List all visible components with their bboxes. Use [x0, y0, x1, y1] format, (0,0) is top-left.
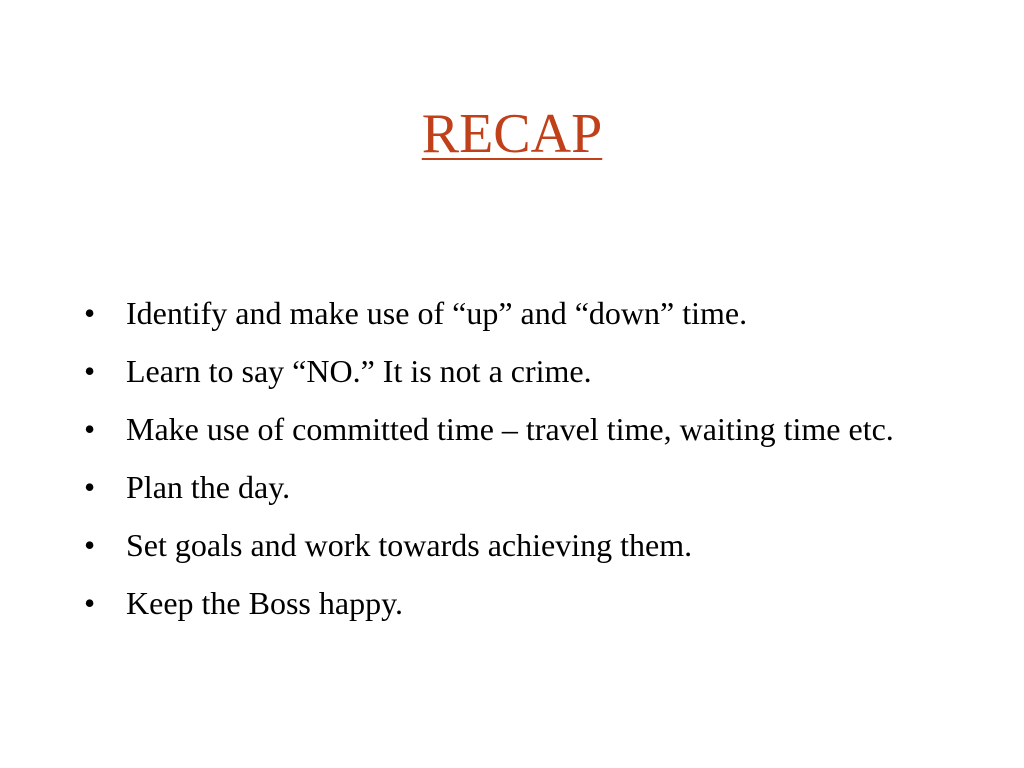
bullet-text: Make use of committed time – travel time, waiting time etc. [126, 411, 894, 447]
bullet-icon: • [84, 469, 96, 505]
list-item [84, 290, 964, 336]
bullet-text: Identify and make use of “up” and “down” time. [126, 295, 748, 331]
bullet-text: Set goals and work towards achieving them. [126, 527, 693, 563]
bullet-text: Keep the Boss happy. [126, 585, 403, 621]
bullet-icon: • [84, 527, 96, 563]
bullet-text: Plan the day. [126, 469, 291, 505]
list-item [84, 406, 964, 452]
bullet-list [84, 290, 964, 638]
bullet-icon: • [84, 585, 96, 621]
list-item [84, 464, 964, 510]
list-item [84, 522, 964, 568]
bullet-icon: • [84, 295, 96, 331]
list-item [84, 580, 964, 626]
bullet-icon: • [84, 353, 96, 389]
bullet-icon: • [84, 411, 96, 447]
bullet-text: Learn to say “NO.” It is not a crime. [126, 353, 592, 389]
list-item [84, 348, 964, 394]
slide-title: RECAP [421, 103, 603, 165]
